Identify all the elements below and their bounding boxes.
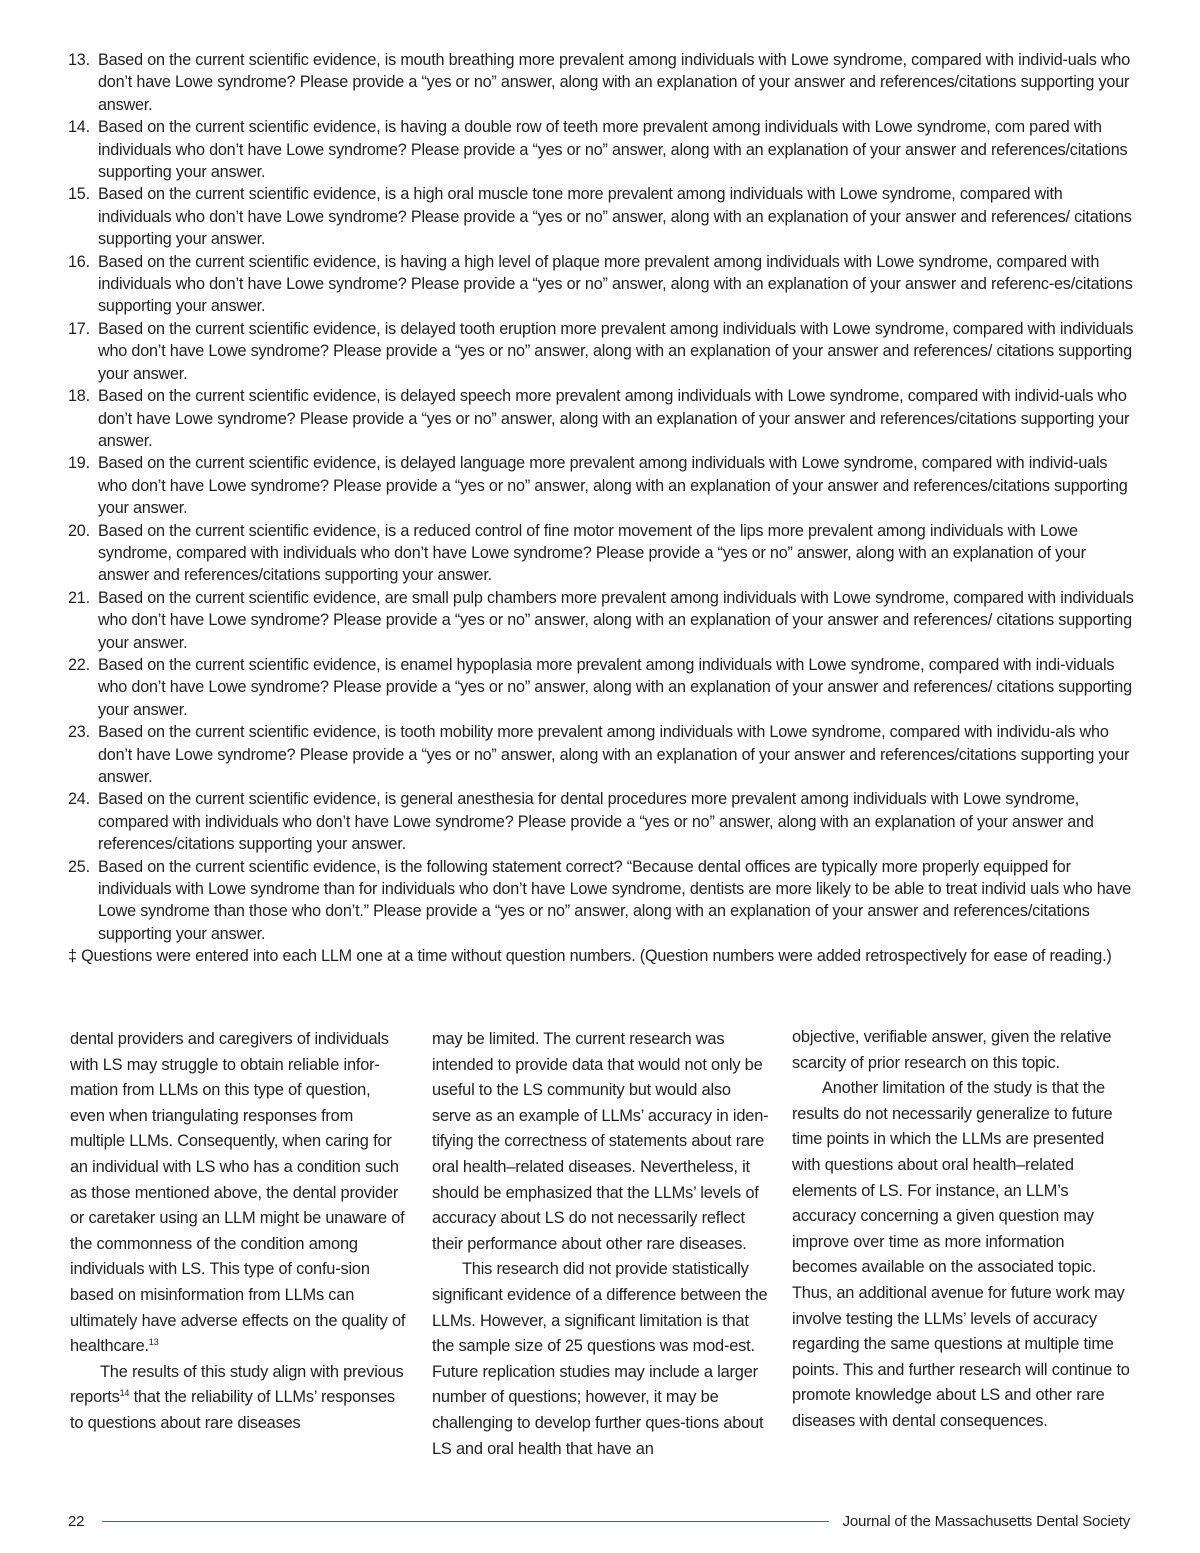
question-number: 13.	[68, 51, 90, 69]
body-column-2	[432, 1027, 770, 1462]
question-item	[68, 452, 1134, 519]
question-text: Based on the current scientific evidence, are small pulp chambers more prevalent among individuals with Lowe syndrome, compared with individuals who don’t have Lowe syndrome? Please provide a “yes or no” answer, along with an explanation of your answer and references/ citations supporting your answer.	[98, 588, 1134, 652]
question-text: Based on the current scientific evidence, is mouth breathing more prevalent among individuals with Lowe syndrome, compared with individ-uals who don’t have Lowe syndrome? Please provide a “yes or no” answer, along with an explanation of your answer and references/citations supporting your answer.	[98, 51, 1131, 114]
question-item	[68, 520, 1134, 587]
paragraph	[70, 1360, 408, 1437]
paragraph-text: that the reliability of LLMs’ responses to questions about rare diseases	[70, 1388, 395, 1432]
question-number: 20.	[68, 521, 90, 540]
question-number: 19.	[68, 454, 90, 473]
page-footer	[68, 1510, 1130, 1532]
paragraph	[70, 1027, 408, 1360]
paragraph: This research did not provide statistically significant evidence of a difference between the LLMs. However, a significant limitation is that the sample size of 25 questions was mod-est. Future replication studies may include a larger number of questions; however, it may be challenging to develop further ques-tions about LS and oral health that have an	[432, 1260, 768, 1458]
paragraph-text: dental providers and caregivers of individuals with LS may struggle to obtain reliable infor-mation from LLMs on this type of question, even when triangulating responses from multiple LLMs. Consequently, when caring for an individual with LS who has a condition such as those mentioned above, the dental provider or caretaker using an LLM might be unaware of the commonness of the condition among individuals with LS. This type of confu-sion based on misinformation from LLMs can ultimately have adverse effects on the quality of healthcare.	[70, 1030, 406, 1356]
question-number: 24.	[68, 790, 90, 809]
question-item	[68, 116, 1134, 183]
reference-marker: 13	[148, 1337, 159, 1348]
paragraph: Another limitation of the study is that the results do not necessarily generalize to future time points in which the LLMs are presented with questions about oral health–related elements of LS. For instance, an LLM’s accuracy concerning a given question may improve over time as more information becomes available on the associated topic. Thus, an additional avenue for future work may involve testing the LLMs’ levels of accuracy regarding the same questions at multiple time points. This and further research will continue to promote knowledge about LS and other rare diseases with dental consequences.	[792, 1079, 1130, 1430]
paragraph: may be limited. The current research was intended to provide data that would not only be useful to the LS community but would also serve as an example of LLMs’ accuracy in iden-tifying the correctness of statements about rare oral health–related diseases. Nevertheless, it should be emphasized that the LLMs’ levels of accuracy about LS do not necessarily reflect their performance about other rare diseases.	[432, 1030, 769, 1253]
question-text: Based on the current scientific evidence, is delayed language more prevalent among individuals with Lowe syndrome, compared with individ-uals who don’t have Lowe syndrome? Please provide a “yes or no” answer, along with an explanation of your answer and references/citations supporting your answer.	[98, 454, 1128, 518]
question-number: 23.	[68, 723, 90, 742]
question-item	[68, 587, 1134, 654]
question-number: 17.	[68, 319, 90, 338]
body-column-1	[70, 1027, 408, 1437]
question-text: Based on the current scientific evidence, is tooth mobility more prevalent among individuals with Lowe syndrome, compared with individu-als who don’t have Lowe syndrome? Please provide a “yes or no” answer, along with an explanation of your answer and references/citations supporting your answer.	[98, 723, 1130, 786]
question-text: Based on the current scientific evidence, is enamel hypoplasia more prevalent among individuals with Lowe syndrome, compared with indi-viduals who don’t have Lowe syndrome? Please provide a “yes or no” answer, along with an explanation of your answer and references/ citations supporting your answer.	[98, 655, 1132, 719]
question-number: 21.	[68, 588, 90, 607]
question-number: 15.	[68, 185, 90, 204]
question-text: Based on the current scientific evidence, is having a high level of plaque more prevalent among individuals with Lowe syndrome, compared with individuals who don’t have Lowe syndrome? Please provide a “yes or no” answer, along with an explanation of your answer and referenc-es/citations supporting your answer.	[98, 252, 1133, 316]
question-number: 18.	[68, 387, 90, 406]
question-list	[68, 49, 1134, 968]
question-text: Based on the current scientific evidence, is delayed speech more prevalent among individuals with Lowe syndrome, compared with individ-uals who don’t have Lowe syndrome? Please provide a “yes or no” answer, along with an explanation of your answer and references/citations supporting your answer.	[98, 387, 1130, 450]
question-item	[68, 49, 1134, 116]
paragraph: objective, verifiable answer, given the relative scarcity of prior research on this topic.	[792, 1028, 1112, 1072]
question-item	[68, 318, 1134, 385]
question-item	[68, 183, 1134, 250]
question-item	[68, 856, 1134, 946]
question-item	[68, 654, 1134, 721]
question-text: Based on the current scientific evidence, is general anesthesia for dental procedures more prevalent among individuals with Lowe syndrome, compared with individuals who don’t have Lowe syndrome? Please provide a “yes or no” answer, along with an explanation of your answer and references/citations supporting your answer.	[98, 790, 1094, 854]
question-text: Based on the current scientific evidence, is the following statement correct? “Because dental offices are typically more properly equipped for individuals with Lowe syndrome than for individuals who don’t have Lowe syndrome, dentists are more likely to be able to treat individ uals who have Lowe syndrome than those who don’t.” Please provide a “yes or no” answer, along with an explanation of your answer and references/citations supporting your answer.	[98, 857, 1132, 943]
question-number: 25.	[68, 857, 90, 876]
paragraph-text: The results of this study align with previous reports	[70, 1362, 404, 1407]
question-number: 16.	[68, 252, 90, 271]
reference-marker: 14	[119, 1388, 130, 1399]
journal-name: Journal of the Massachusetts Dental Society	[842, 1512, 1130, 1530]
footer-rule	[102, 1521, 828, 1522]
question-item	[68, 385, 1134, 452]
question-text: Based on the current scientific evidence, is a reduced control of fine motor movement of the lips more prevalent among individuals with Lowe syndrome, compared with individuals who don’t have Lowe syndrome? Please provide a “yes or no” answer, along with an explanation of your answer and references/citations supporting your answer.	[98, 521, 1086, 585]
question-text: Based on the current scientific evidence, is a high oral muscle tone more prevalent among individuals with Lowe syndrome, compared with individuals who don’t have Lowe syndrome? Please provide a “yes or no” answer, along with an explanation of your answer and references/ citations supporting your answer.	[98, 185, 1132, 249]
table-footnote: ‡ Questions were entered into each LLM one at a time without question numbers. (Question numbers were added retrospectively for ease of reading.)	[68, 947, 1112, 966]
question-item	[68, 721, 1134, 788]
question-text: Based on the current scientific evidence, is delayed tooth eruption more prevalent among individuals with Lowe syndrome, compared with individuals who don’t have Lowe syndrome? Please provide a “yes or no” answer, along with an explanation of your answer and references/ citations supporting your answer.	[98, 319, 1134, 383]
question-number: 22.	[68, 655, 90, 674]
body-column-3	[792, 1025, 1130, 1435]
page-number: 22	[68, 1512, 85, 1530]
question-item	[68, 251, 1134, 318]
question-item	[68, 788, 1134, 855]
question-text: Based on the current scientific evidence, is having a double row of teeth more prevalent among individuals with Lowe syndrome, com pared with individuals who don’t have Lowe syndrome? Please provide a “yes or no” answer, along with an explanation of your answer and references/citations supporting your answer.	[98, 118, 1128, 182]
question-number: 14.	[68, 118, 90, 137]
